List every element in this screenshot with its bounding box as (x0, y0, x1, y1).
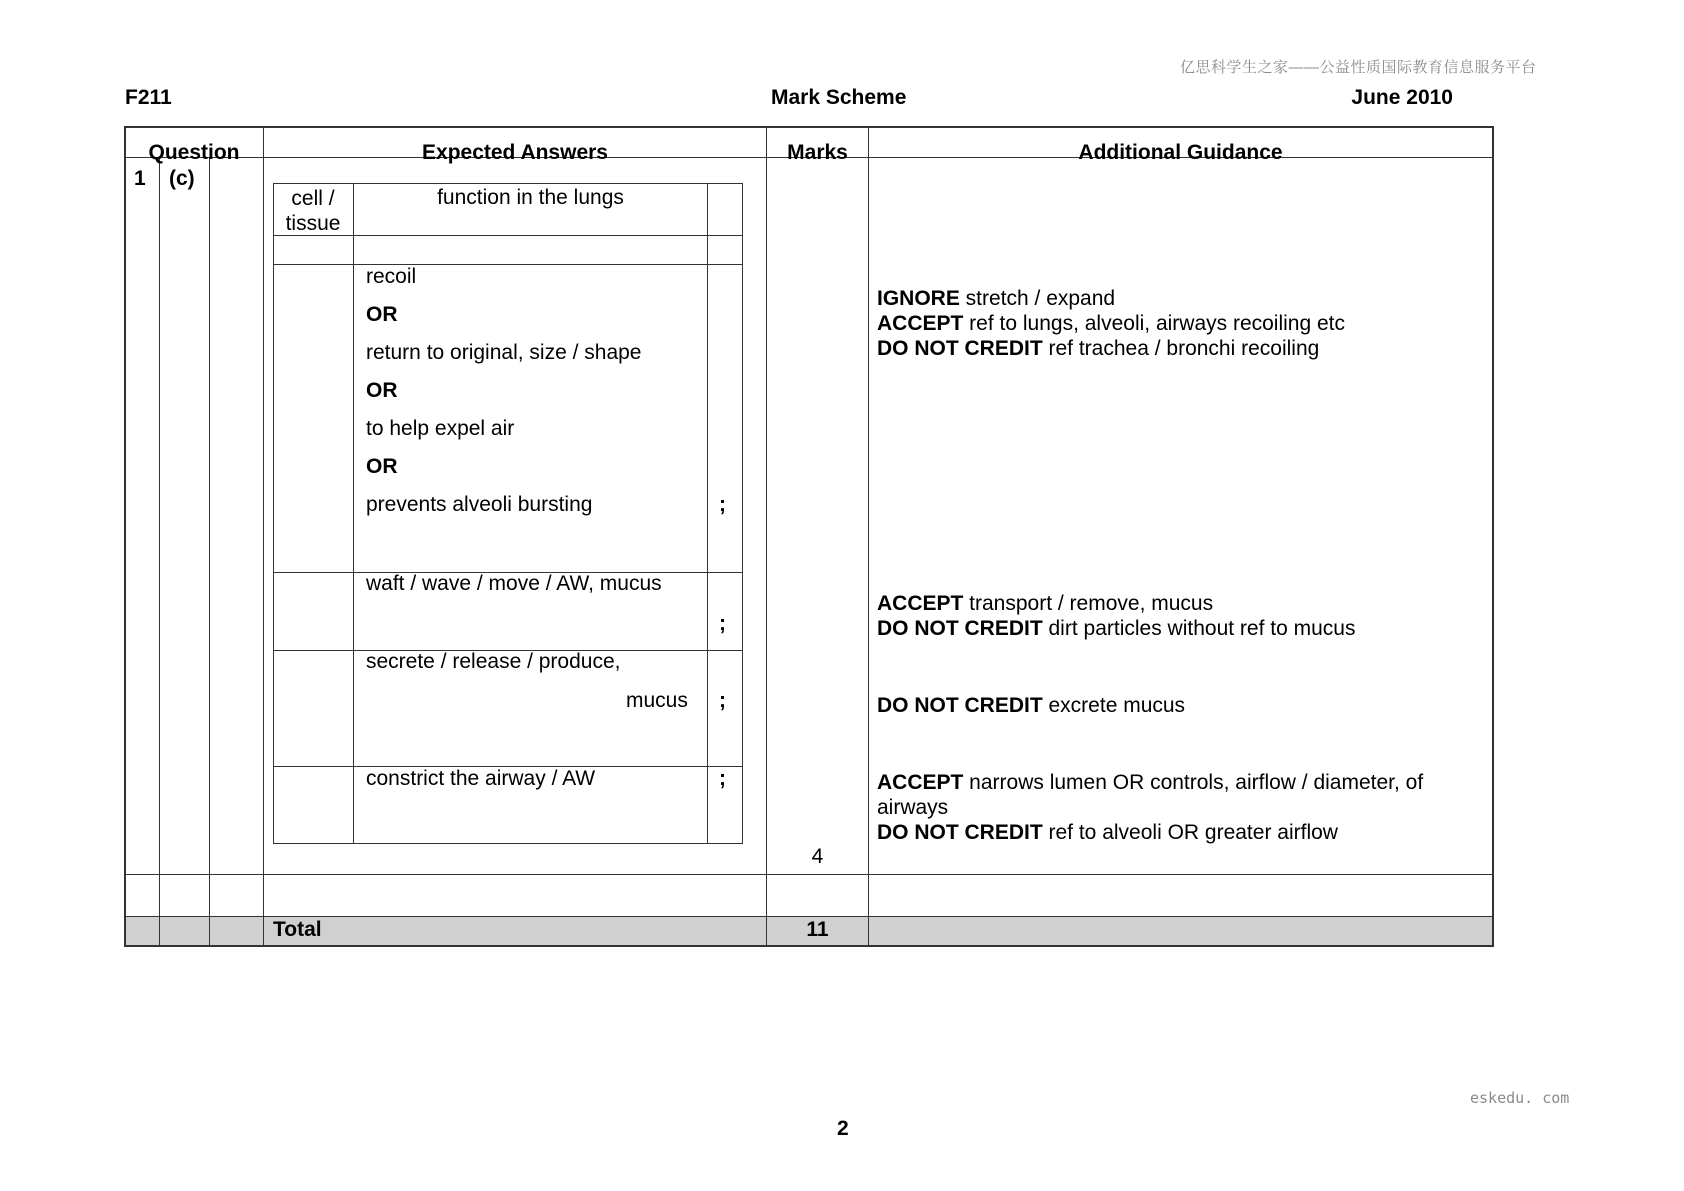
paper-code: F211 (125, 86, 172, 109)
guidance-line: IGNORE stretch / expand (877, 287, 1116, 310)
answer-or-3: OR (366, 455, 398, 478)
document-title: Mark Scheme (771, 86, 907, 109)
question-number: 1 (134, 167, 146, 190)
guidance-block-2 (877, 591, 1477, 641)
guidance-line: ACCEPT transport / remove, mucus (877, 592, 1214, 615)
mark-semicolon-1: ; (719, 493, 726, 516)
answer-mucus: mucus (626, 689, 688, 712)
watermark-bottom: eskedu. com (1470, 1089, 1570, 1107)
answer-prevents-bursting: prevents alveoli bursting (366, 493, 593, 516)
inner-header-cell-tissue: cell / tissue (285, 187, 341, 235)
mark-semicolon-2: ; (719, 612, 726, 635)
guidance-line: DO NOT CREDIT ref trachea / bronchi recoiling (877, 337, 1320, 360)
exam-date: June 2010 (1351, 86, 1453, 109)
answer-recoil: recoil (366, 265, 417, 288)
answer-waft-mucus: waft / wave / move / AW, mucus (366, 572, 662, 595)
guidance-block-3 (877, 693, 1477, 718)
answer-constrict-airway: constrict the airway / AW (366, 767, 596, 790)
answer-or-1: OR (366, 303, 398, 326)
guidance-line: DO NOT CREDIT dirt particles without ref to mucus (877, 617, 1356, 640)
guidance-line: DO NOT CREDIT ref to alveoli OR greater airflow (877, 821, 1338, 844)
question-part: (c) (169, 167, 195, 190)
answer-inner-table (273, 183, 741, 841)
guidance-block-1 (877, 286, 1477, 361)
guidance-block-4 (877, 770, 1467, 845)
column-header-marks: Marks (787, 141, 848, 164)
column-header-additional-guidance: Additional Guidance (1078, 141, 1283, 164)
inner-header-function: function in the lungs (437, 186, 624, 209)
column-header-expected-answers: Expected Answers (422, 141, 608, 164)
watermark-top: 亿思科学生之家——公益性质国际教育信息服务平台 (1180, 59, 1537, 76)
marks-value: 4 (811, 845, 824, 868)
total-label: Total (273, 918, 322, 941)
answer-secrete: secrete / release / produce, (366, 650, 621, 673)
guidance-line: DO NOT CREDIT excrete mucus (877, 694, 1186, 717)
guidance-line: ACCEPT narrows lumen OR controls, airflow / diameter, of airways (877, 771, 1424, 819)
guidance-line: ACCEPT ref to lungs, alveoli, airways recoiling etc (877, 312, 1346, 335)
answer-or-2: OR (366, 379, 398, 402)
answer-expel-air: to help expel air (366, 417, 515, 440)
total-marks: 11 (806, 918, 829, 941)
mark-semicolon-3: ; (719, 689, 726, 712)
mark-semicolon-4: ; (719, 767, 726, 790)
answer-return-original: return to original, size / shape (366, 341, 642, 364)
column-header-question: Question (148, 141, 240, 164)
page-number: 2 (837, 1117, 849, 1140)
